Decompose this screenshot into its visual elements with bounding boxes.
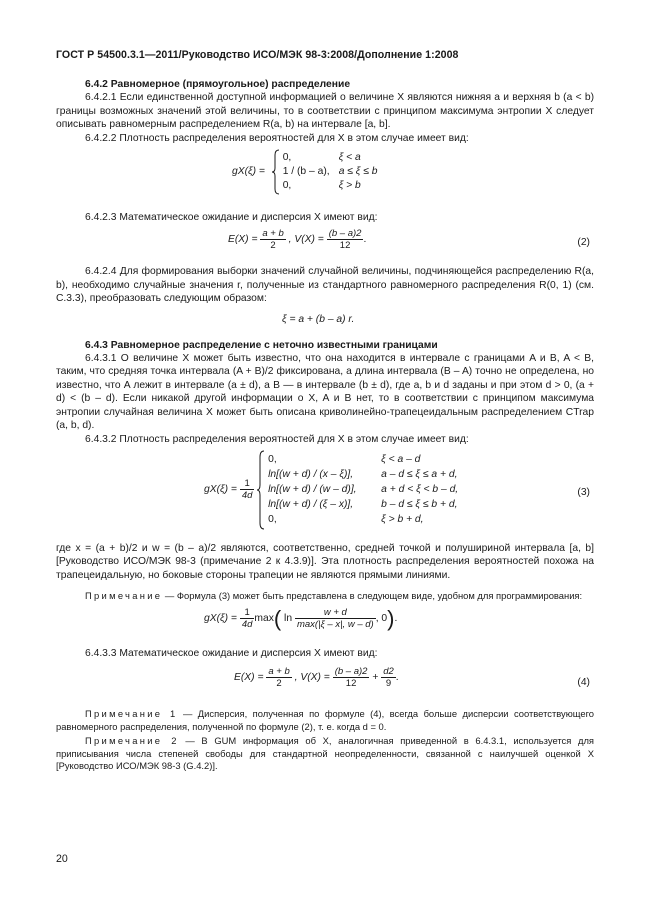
case-value: 1 / (b – a), [282,166,330,178]
expectation-label: E(X) = [234,671,264,683]
case-condition: ξ > b + d, [381,514,424,526]
note-1 [56,708,594,733]
case-condition: a ≤ ξ ≤ b [338,166,378,178]
fraction-numerator: a + b [268,666,290,678]
case-value: ln[(w + d) / (w – d)], [268,484,357,496]
formula-lhs: gX(ξ) = [204,484,237,496]
case-value: ln[(w + d) / (x – ξ)], [268,469,354,481]
page-header: ГОСТ Р 54500.3.1—2011/Руководство ИСО/МЭК 98-3:2008/Дополнение 1:2008 [56,49,459,61]
paragraph-6-4-3-1: 6.4.3.1 О величине X может быть известно, что она находится в интервале с границами A и B, A < B, таким, что средняя точка интервала (A + B)/2 фиксирована, а длина интервала (B – A) точно не определена, но известно, что A лежит в интервале (a ± d), а B — в интервале (b ± d), где a, b и d заданы и при этом d > 0, (a + d) < (b – d). Если никакой другой информации о X, A и B нет, то в соответствии с принципом максимума энтропии случайная величина X может быть описана криволинейно-трапецеидальным распределением CTrap (a, b, d). [56,353,594,432]
paragraph-6-4-2-3: 6.4.2.3 Математическое ожидание и дисперсия X имеют вид: [85,212,378,224]
paragraph-6-4-2-1: 6.4.2.1 Если единственной доступной информацией о величине X являются нижняя a и верхняя b (a < b) границы возможных значений этой величины, то в соответствии с принципом максимума энтропии X следует описывать равномерным распределением R(a, b) на интервале [a, b]. [56,92,594,131]
paragraph-6-4-3-3: 6.4.3.3 Математическое ожидание и дисперсия X имеют вид: [85,647,378,659]
note-text: — В GUM информация об X, аналогичная приведенной в 6.4.3.1, используется для приписывания числа степеней свободы для стандартной неопределенности, связанной с наилучшей оценкой X [Руководство ИСО/МЭК 98-3 (G.4.2)]. [56,735,594,772]
formula-expectation-variance-ctrap: E(X) = $\frac{a + b}{2}$ , V(X) = $\frac{(b - a)2}{12}$ + $\frac{d2}{9}$ . (4) [234,666,590,690]
page-content [56,78,594,773]
case-value: ln[(w + d) / (ξ – x)], [268,499,354,511]
note-text: — Формула (3) может быть представлена в следующем виде, удобном для программирования: [162,590,583,602]
fraction [295,607,376,630]
case-condition: a – d ≤ ξ ≤ a + d, [381,469,458,481]
variance-label: , V(X) = [294,671,330,683]
fraction: $\frac{1}{4d}$ [241,478,253,502]
fraction [327,228,364,251]
note-label: Примечание 2 [85,735,179,747]
case-value: 0, [268,454,277,466]
equation-number: (4) [577,677,590,689]
fraction-numerator: w + d [295,607,376,619]
formula-cases [283,151,378,193]
paragraph-6-4-2-2: 6.4.2.2 Плотность распределения вероятностей для X в этом случае имеет вид: [85,132,469,144]
fraction-denominator: 2 [276,678,282,690]
formula-pdf-compact: gX(ξ) = $\frac{1}{4d}$ max( ln $\frac{w + d}{\max(|\xi - x|, w - d)}$ , 0). [204,605,398,631]
fraction-numerator: a + b [262,228,284,240]
formula-lhs: gX(ξ) = [204,612,237,624]
fraction [260,228,285,251]
fraction [333,666,370,689]
section-title-6-4-2: 6.4.2 Равномерное (прямоугольное) распределение [85,79,351,90]
formula-transform [56,306,594,339]
formula-pdf-uniform [56,145,594,207]
fraction-denominator: max(|ξ – x|, w – d) [296,618,374,630]
fraction-denominator: 2 [270,240,276,252]
formula-cases [268,452,458,527]
case-value: 0, [282,180,292,192]
fraction-denominator: 12 [345,678,357,690]
paragraph-6-4-2-4: 6.4.2.4 Для формирования выборки значений случайной величины, подчиняющейся распределению R(a, b), необходимо случайные значения r, полученные из стандартного равномерного распределения R(0, 1) (см. С.3.3), преобразовать следующим образом: [56,266,594,305]
fraction [266,666,291,689]
transform-expression: ξ = a + (b – a) r. [282,313,355,325]
case-value: 0, [268,514,277,526]
expectation-label: E(X) = [228,234,258,246]
equation-number: (3) [577,486,590,498]
section-title-6-4-3: 6.4.3 Равномерное распределение с неточно известными границами [85,339,438,351]
fraction-numerator: (b – a)2 [328,228,362,240]
note-label: Примечание [85,590,163,602]
formula-expectation-variance-uniform: E(X) = $\frac{a + b}{2}$ , V(X) = $\frac{(b - a)2}{12}$ . (2) [228,228,590,252]
formula-lhs: gX(ξ) = [232,166,265,178]
formula-pdf-ctrap [56,446,594,542]
fraction-denominator: 9 [385,678,392,690]
case-condition: ξ > b [338,180,361,192]
fraction-numerator: d2 [383,666,394,678]
left-brace-icon [272,149,280,195]
left-brace-icon [257,450,265,530]
note-text: — Дисперсия, полученная по формуле (4), всегда больше дисперсии соответствующего равномерного распределения, полученной по формуле (2), т. е. когда d = 0. [56,708,594,732]
case-condition: ξ < a – d [381,454,421,466]
page-number: 20 [56,853,68,865]
case-value: 0, [282,152,292,164]
variance-label: , V(X) = [288,234,324,246]
paragraph-where: где x = (a + b)/2 и w = (b – a)/2 являются, соответственно, средней точкой и полушириной интервала [a, b] [Руководство ИСО/МЭК 98-3 (примечание 2 к 4.3.9)]. Эта плотность распределения вероятностей похожа на трапецеидальную, но боковые стороны трапеции не являются прямыми линиями. [56,542,594,581]
paragraph-6-4-3-2: 6.4.3.2 Плотность распределения вероятностей для X в этом случае имеет вид: [85,433,469,445]
case-condition: ξ < a [338,152,361,164]
fraction: $\frac{1}{4d}$ [241,606,253,630]
note-label: Примечание 1 [85,708,178,720]
case-condition: b – d ≤ ξ ≤ b + d, [381,499,458,511]
case-condition: a + d < ξ < b – d, [381,484,459,496]
note-formula-3 [56,590,594,603]
note-2 [56,735,594,773]
fraction-denominator: 12 [339,240,351,252]
fraction [381,666,396,689]
equation-number: (2) [577,237,590,249]
fraction-numerator: (b – a)2 [334,666,368,678]
